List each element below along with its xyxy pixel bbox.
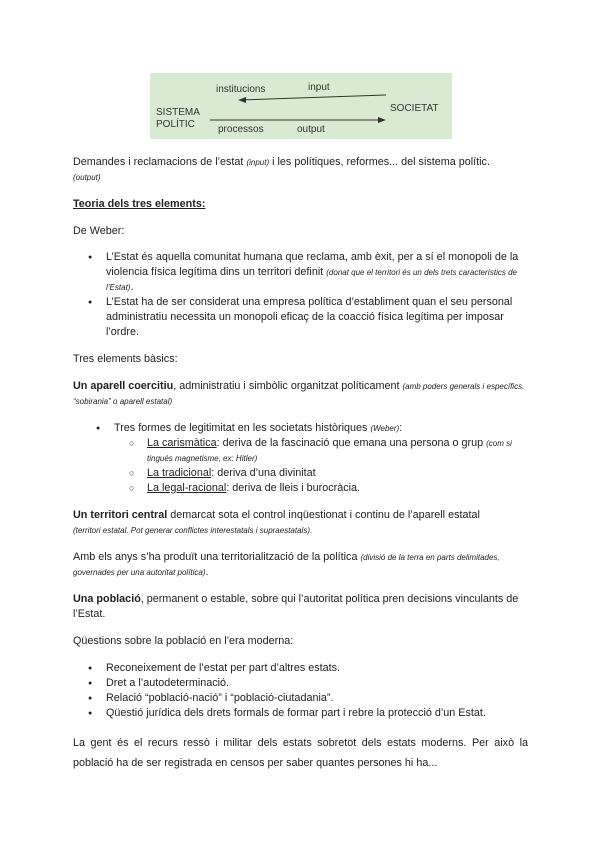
aparell-note: (amb poders generals i específics. “sobirania” o aparell estatal): [73, 382, 525, 406]
output-note: (output): [73, 173, 101, 182]
list-item: ● Reconeixement de l’estat per part d’altres estats.: [73, 661, 528, 676]
final-paragraph: La gent és el recurs ressò i militar dels estats sobretot dels estats moderns. Per això la població ha de ser registrada en censos per saber quantes persones hi ha...: [73, 737, 528, 769]
input-note: (input): [246, 158, 270, 167]
poblacio-paragraph: [73, 592, 528, 622]
list-item: ● Relació “població-nació” i “població-ciutadania”.: [73, 691, 528, 706]
form-text: : deriva de la fascinació que emana una persona o grup: [216, 437, 487, 449]
input-arrowhead: [238, 97, 246, 103]
formes-list: [73, 421, 528, 496]
list-item: [73, 250, 528, 295]
list-item: ● Qüestió jurídica dels drets formals de formar part i rebre la protecció d’un Estat.: [73, 706, 528, 721]
tres-elements: Tres elements bàsics:: [73, 353, 178, 365]
political-system-diagram: [150, 73, 452, 139]
poblacio-bold: Una població: [73, 593, 141, 605]
aparell-paragraph: [73, 379, 528, 409]
list-item: [115, 481, 528, 496]
territori-paragraph: [73, 508, 528, 538]
formes-text: Tres formes de legitimitat en les societats històriques: [114, 422, 371, 434]
input-arrow: [240, 95, 386, 100]
territorialitzacio-text: Amb els anys s’ha produït una territorialització de la política: [73, 551, 361, 563]
form-text: : deriva de lleis i burocràcia.: [226, 482, 361, 494]
item-note: (donat que el territori és un dels trets característics de l’Estat): [106, 268, 518, 292]
territori-bold: Un territori central: [73, 509, 168, 521]
aparell-bold: Un aparell coercitiu: [73, 380, 174, 392]
demandes-text-2: i les polítiques, reformes... del sistema polític.: [269, 156, 490, 168]
processos-label: processos: [218, 124, 264, 135]
input-label: input: [308, 82, 330, 93]
item-text: L’Estat és aquella comunitat humana que reclama, amb èxit, per a sí el monopoli de la violencia física legítima dins un territori definit: [106, 251, 519, 278]
territorialitzacio-end: .: [205, 566, 209, 578]
demandes-text: Demandes i reclamacions de l’estat: [73, 156, 247, 168]
territorialitzacio-note: (divisió de la terra en parts delimitades, governades per una autoritat política): [73, 553, 500, 577]
weber-list: [73, 250, 528, 340]
list-item: [81, 421, 528, 496]
output-arrowhead: [378, 117, 386, 123]
de-weber: De Weber:: [73, 225, 125, 237]
legitimitat-sublist: [73, 436, 528, 496]
questions-list: [73, 661, 528, 721]
territori-note: (territori estatal. Pot generar conflictes interestatals i supraestatals).: [73, 526, 313, 535]
territorialitzacio-paragraph: [73, 550, 528, 580]
territori-text: demarcat sota el control inqüestionat i continu de l’aparell estatal: [167, 509, 480, 521]
sistema-label: SISTEMA: [156, 107, 200, 118]
list-item: ● Dret a l’autodeterminació.: [73, 676, 528, 691]
form-name: La tradicional: [147, 467, 212, 479]
document-body: [73, 155, 528, 773]
item-text: L’Estat ha de ser considerat una empresa política d’establiment quan el seu personal administratiu necessita un monopoli eficaç de la coacció física legítima per imposar l’ordre.: [106, 296, 513, 338]
form-note: (com si tingués magnetisme, ex: Hitler): [147, 439, 512, 463]
form-text: : deriva d’una divinitat: [211, 467, 316, 479]
formes-colon: :: [399, 422, 403, 434]
form-name: La legal-racional: [147, 482, 227, 494]
politic-label: POLÍTIC: [156, 119, 195, 130]
aparell-text: , administratiu i simbòlic organitzat políticament: [173, 380, 403, 392]
societat-label: SOCIETAT: [390, 103, 439, 114]
list-item: [115, 466, 528, 481]
list-item: [73, 295, 528, 340]
demandes-paragraph: [73, 155, 528, 185]
poblacio-text: , permanent o estable, sobre qui l’autoritat política pren decisions vinculants de l’Estat.: [73, 593, 519, 620]
list-item: [115, 436, 528, 466]
heading-text: Teoria dels tres elements:: [73, 198, 206, 210]
questions-heading: Qüestions sobre la població en l’era moderna:: [73, 635, 294, 647]
output-label: output: [297, 124, 325, 135]
formes-note: (Weber): [370, 424, 400, 433]
institucions-label: institucions: [216, 84, 266, 95]
section-heading: [73, 197, 528, 212]
item-text-end: .: [130, 281, 134, 293]
form-name: La carismàtica: [147, 437, 217, 449]
